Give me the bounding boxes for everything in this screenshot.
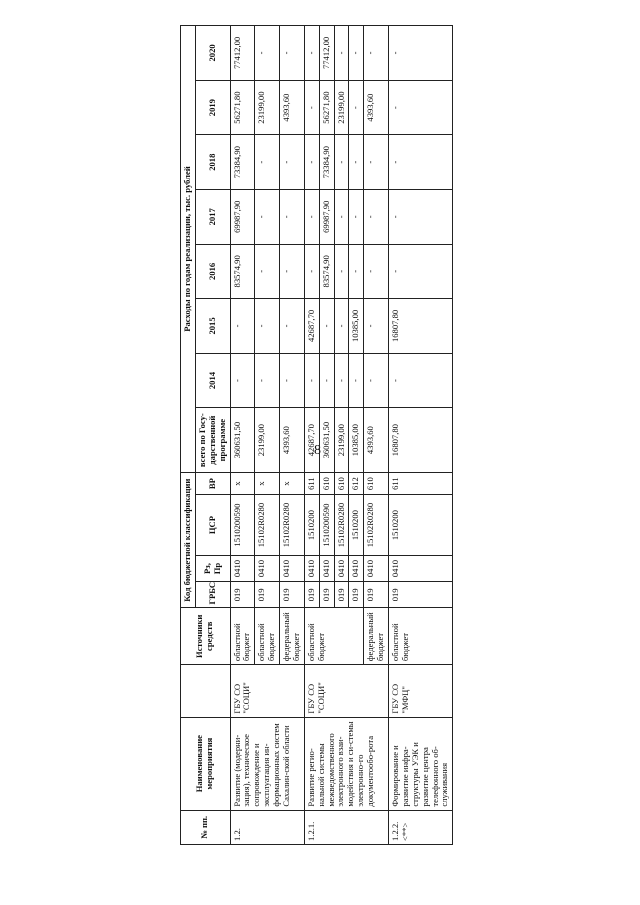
header-year: 2017 <box>195 189 230 244</box>
page-number: 8 <box>314 443 321 458</box>
cell-year: 56271,80 <box>230 80 255 135</box>
cell-grbs: 019 <box>255 582 280 608</box>
cell-csr: 15102R0280 <box>280 495 305 556</box>
cell-csr: 1510200 <box>389 495 453 556</box>
cell-csr: 1510200 <box>349 495 364 556</box>
cell-vr: х <box>255 472 280 494</box>
cell-executor: ГБУ СО "МФЦ" <box>389 665 453 718</box>
cell-year: - <box>364 244 389 299</box>
cell-year: 23199,00 <box>334 80 349 135</box>
cell-grbs: 019 <box>304 582 319 608</box>
cell-year: 69987,90 <box>319 189 334 244</box>
header-num: № пп. <box>181 810 231 844</box>
cell-grbs: 019 <box>334 582 349 608</box>
cell-year: - <box>349 353 364 408</box>
cell-year: - <box>255 353 280 408</box>
cell-year: - <box>334 135 349 190</box>
header-vr: ВР <box>195 472 230 494</box>
cell-year: 4393,60 <box>280 80 305 135</box>
cell-executor: ГБУ СО "СОЦИ" <box>230 665 304 718</box>
cell-source: областной бюджет <box>255 608 280 665</box>
cell-name: Развитие (модерни-зация), техническое сопровождение и эксплуатация ин-формационных систем Сахалин-ской области <box>230 717 304 810</box>
cell-year: 77412,00 <box>319 26 334 81</box>
header-grbs: ГРБС <box>195 582 230 608</box>
cell-year: - <box>349 26 364 81</box>
cell-year: - <box>255 135 280 190</box>
cell-rzpr: 0410 <box>280 555 305 581</box>
cell-source: областной бюджет <box>230 608 255 665</box>
cell-year: - <box>304 353 319 408</box>
cell-source: федеральный бюджет <box>280 608 305 665</box>
cell-grbs: 019 <box>364 582 389 608</box>
header-expenses-group: Расходы по годам реализации, тыс. рублей <box>181 26 196 473</box>
cell-year: - <box>319 299 334 354</box>
cell-year: 4393,60 <box>364 80 389 135</box>
cell-year: - <box>280 189 305 244</box>
cell-year: - <box>280 135 305 190</box>
cell-source: федеральный бюджет <box>364 608 389 665</box>
header-rzpr: Рз, Пр <box>195 555 230 581</box>
cell-year: - <box>334 244 349 299</box>
header-executor <box>181 665 231 718</box>
cell-source: областной бюджет <box>389 608 453 665</box>
cell-total: 42687,70 <box>304 408 319 473</box>
cell-year: - <box>334 299 349 354</box>
cell-rzpr: 0410 <box>255 555 280 581</box>
cell-year: - <box>389 26 453 81</box>
cell-year: 69987,90 <box>230 189 255 244</box>
cell-year: - <box>304 135 319 190</box>
header-year: 2014 <box>195 353 230 408</box>
cell-total: 360631,50 <box>230 408 255 473</box>
cell-year: - <box>364 299 389 354</box>
cell-vr: 611 <box>304 472 319 494</box>
cell-grbs: 019 <box>349 582 364 608</box>
cell-year: - <box>255 299 280 354</box>
cell-executor: ГБУ СО "СОЦИ" <box>304 665 388 718</box>
cell-year: - <box>319 353 334 408</box>
header-csr: ЦСР <box>195 495 230 556</box>
cell-year: - <box>349 80 364 135</box>
header-code-group: Код бюджетной классификации <box>181 472 196 607</box>
cell-csr: 1510200590 <box>319 495 334 556</box>
cell-vr: 610 <box>334 472 349 494</box>
cell-year: - <box>304 80 319 135</box>
cell-total: 4393,60 <box>280 408 305 473</box>
cell-rzpr: 0410 <box>364 555 389 581</box>
cell-vr: 611 <box>389 472 453 494</box>
cell-year: - <box>349 135 364 190</box>
cell-rzpr: 0410 <box>230 555 255 581</box>
cell-year: 73384,90 <box>319 135 334 190</box>
header-year: 2018 <box>195 135 230 190</box>
cell-rzpr: 0410 <box>334 555 349 581</box>
cell-year: - <box>389 80 453 135</box>
cell-name: Формирование и развитие инфра-структуры УЭК и развитие центра телефонного об-служивания <box>389 717 453 810</box>
cell-rzpr: 0410 <box>319 555 334 581</box>
cell-year: 77412,00 <box>230 26 255 81</box>
cell-year: 73384,90 <box>230 135 255 190</box>
cell-rzpr: 0410 <box>349 555 364 581</box>
cell-grbs: 019 <box>319 582 334 608</box>
cell-year: 23199,00 <box>255 80 280 135</box>
cell-total: 23199,00 <box>255 408 280 473</box>
table-row <box>304 26 319 845</box>
cell-year: - <box>334 26 349 81</box>
cell-year: 10385,00 <box>349 299 364 354</box>
cell-year: - <box>334 189 349 244</box>
cell-csr: 1510200590 <box>230 495 255 556</box>
cell-year: - <box>230 353 255 408</box>
cell-vr: 610 <box>364 472 389 494</box>
cell-vr: 610 <box>319 472 334 494</box>
cell-year: - <box>364 353 389 408</box>
cell-year: - <box>280 299 305 354</box>
cell-year: 42687,70 <box>304 299 319 354</box>
cell-year: - <box>230 299 255 354</box>
cell-total: 16807,80 <box>389 408 453 473</box>
cell-year: - <box>389 353 453 408</box>
cell-total: 23199,00 <box>334 408 349 473</box>
cell-source: областной бюджет <box>304 608 364 665</box>
cell-vr: х <box>230 472 255 494</box>
cell-csr: 15102R0280 <box>364 495 389 556</box>
header-year: 2015 <box>195 299 230 354</box>
cell-year: - <box>389 135 453 190</box>
cell-year: 16807,80 <box>389 299 453 354</box>
cell-year: - <box>349 244 364 299</box>
cell-rzpr: 0410 <box>304 555 319 581</box>
budget-table <box>180 25 453 845</box>
cell-year: - <box>304 244 319 299</box>
cell-year: - <box>280 244 305 299</box>
cell-total: 10385,00 <box>349 408 364 473</box>
cell-year: - <box>304 26 319 81</box>
cell-year: - <box>255 26 280 81</box>
cell-grbs: 019 <box>230 582 255 608</box>
cell-year: - <box>364 189 389 244</box>
cell-num: 1.2. <box>230 810 304 844</box>
cell-csr: 1510200 <box>304 495 319 556</box>
cell-total: 360631,50 <box>319 408 334 473</box>
cell-year: - <box>304 189 319 244</box>
header-year: 2019 <box>195 80 230 135</box>
cell-year: - <box>334 353 349 408</box>
cell-year: 83574,90 <box>230 244 255 299</box>
cell-year: - <box>280 26 305 81</box>
cell-year: 56271,80 <box>319 80 334 135</box>
cell-csr: 15102R0280 <box>255 495 280 556</box>
header-year: 2020 <box>195 26 230 81</box>
cell-total: 4393,60 <box>364 408 389 473</box>
cell-grbs: 019 <box>280 582 305 608</box>
cell-year: 83574,90 <box>319 244 334 299</box>
cell-grbs: 019 <box>389 582 453 608</box>
cell-year: - <box>389 244 453 299</box>
cell-name: Развитие регио-нальной системы межведомственного электронного взаи-модействия и си-стемы электронно-го документообо-рота <box>304 717 388 810</box>
table-row <box>230 26 255 845</box>
budget-table-sheet <box>180 25 640 845</box>
table-row <box>389 26 453 845</box>
cell-vr: х <box>280 472 305 494</box>
header-source: Источники средств <box>181 608 231 665</box>
cell-year: - <box>364 135 389 190</box>
cell-num: 1.2.1. <box>304 810 388 844</box>
header-total: всего по Госу-дарственной программе <box>195 408 230 473</box>
cell-year: - <box>389 189 453 244</box>
cell-csr: 15102R0280 <box>334 495 349 556</box>
header-year: 2016 <box>195 244 230 299</box>
cell-year: - <box>280 353 305 408</box>
cell-year: - <box>364 26 389 81</box>
cell-year: - <box>349 189 364 244</box>
cell-num: 1.2.2. <**> <box>389 810 453 844</box>
cell-vr: 612 <box>349 472 364 494</box>
cell-year: - <box>255 189 280 244</box>
cell-year: - <box>255 244 280 299</box>
header-name: Наименование мероприятия <box>181 717 231 810</box>
cell-rzpr: 0410 <box>389 555 453 581</box>
